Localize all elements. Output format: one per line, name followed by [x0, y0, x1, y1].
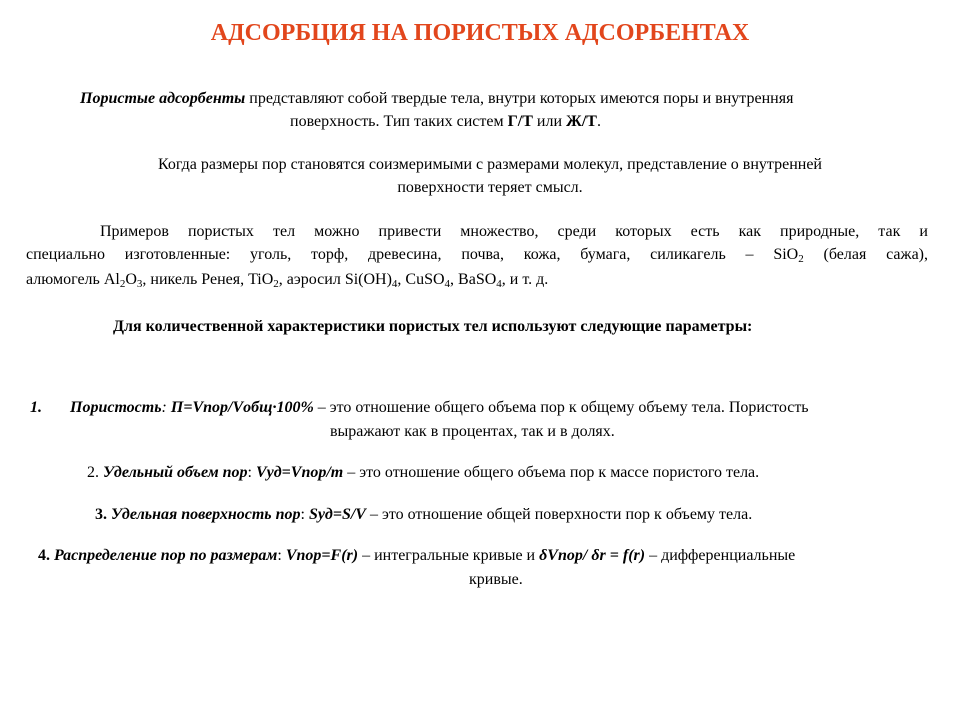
param-4-term: Распределение пор по размерам	[54, 547, 278, 564]
param-2-number: 2.	[87, 464, 103, 481]
param-3	[95, 505, 752, 525]
ex3-s5: 4	[444, 278, 451, 290]
pores-line-2: поверхности теряет смысл.	[397, 179, 583, 196]
param-2-formula: Vуд=Vпор/m	[256, 464, 344, 481]
param-4-number: 4.	[38, 547, 54, 564]
param-3-colon: :	[300, 506, 309, 523]
slide-title: АДСОРБЦИЯ НА ПОРИСТЫХ АДСОРБЕНТАХ	[210, 20, 750, 46]
param-4-colon: :	[277, 547, 286, 564]
param-4-line-2: кривые.	[469, 571, 523, 588]
intro-text-1: представляют собой твердые тела, внутри которых имеются поры и внутренняя	[245, 90, 794, 107]
ex3-s6: 4	[496, 278, 502, 290]
sub-2: 2	[798, 253, 804, 265]
examples-text-2a: специально изготовленные: уголь, торф, древесина, почва, кожа, бумага, силикагель – SiO	[26, 246, 799, 263]
examples-line-3	[26, 270, 548, 290]
param-2-colon: :	[247, 464, 256, 481]
intro-term: Пористые адсорбенты	[80, 90, 246, 107]
param-4-formula-1: Vпор=F(r)	[285, 547, 359, 564]
param-4-formula-2: δVпор/ δr = f(r)	[539, 547, 646, 564]
system-gas-solid: Г/Т	[507, 113, 533, 130]
ex3-f: , BaSO	[450, 271, 497, 288]
intro-line-1	[80, 89, 793, 109]
examples-line-1: Примеров пористых тел можно привести множество, среди которых есть как природные, так и	[100, 223, 928, 240]
ex3-s4: 4	[391, 278, 398, 290]
param-4-line-1	[38, 546, 795, 566]
ex3-a: алюмогель Al	[26, 271, 120, 288]
ex3-b: O	[125, 271, 137, 288]
system-liquid-solid: Ж/Т	[566, 113, 597, 130]
examples-text-2b: (белая сажа),	[803, 246, 929, 263]
param-2-text: – это отношение общего объема пор к массе пористого тела.	[343, 464, 760, 481]
intro-end: .	[596, 113, 601, 130]
intro-line-2	[290, 112, 601, 132]
param-1-line-2: выражают как в процентах, так и в долях.	[330, 423, 615, 440]
ex3-s1: 2	[119, 278, 126, 290]
param-1-colon: :	[161, 399, 171, 416]
param-1-formula: П=Vпор/Vобщ·100%	[170, 399, 314, 416]
param-1-term: Пористость	[70, 399, 162, 416]
ex3-e: , CuSO	[397, 271, 445, 288]
param-3-formula: Sуд=S/V	[308, 506, 366, 523]
param-3-term: Удельная поверхность пор	[111, 506, 301, 523]
pores-line-1: Когда размеры пор становятся соизмеримыми с размерами молекул, представление о внутренней	[157, 156, 822, 173]
ex3-s3: 2	[273, 278, 279, 290]
param-3-number: 3.	[95, 506, 111, 523]
param-1-line-1	[30, 398, 809, 418]
params-heading: Для количественной характеристики пористых тел используют следующие параметры:	[113, 318, 753, 335]
param-3-text: – это отношение общей поверхности пор к объему тела.	[365, 506, 753, 523]
param-4-text-2: – дифференциальные	[645, 547, 796, 564]
param-4-text-1: – интегральные кривые и	[358, 547, 540, 564]
ex3-s2: 3	[136, 278, 143, 290]
param-2	[87, 463, 759, 483]
intro-or: или	[532, 113, 566, 130]
param-2-term: Удельный объем пор	[103, 464, 248, 481]
param-1-text: – это отношение общего объема пор к общему объему тела. Пористость	[313, 399, 809, 416]
ex3-g: , и т. д.	[501, 271, 549, 288]
intro-text-2: поверхность. Тип таких систем	[290, 113, 508, 130]
param-1-number: 1.	[30, 399, 42, 416]
ex3-d: , аэросил Si(OH)	[278, 271, 392, 288]
ex3-c: , никель Ренея, TiO	[142, 271, 274, 288]
examples-line-2	[26, 245, 928, 265]
